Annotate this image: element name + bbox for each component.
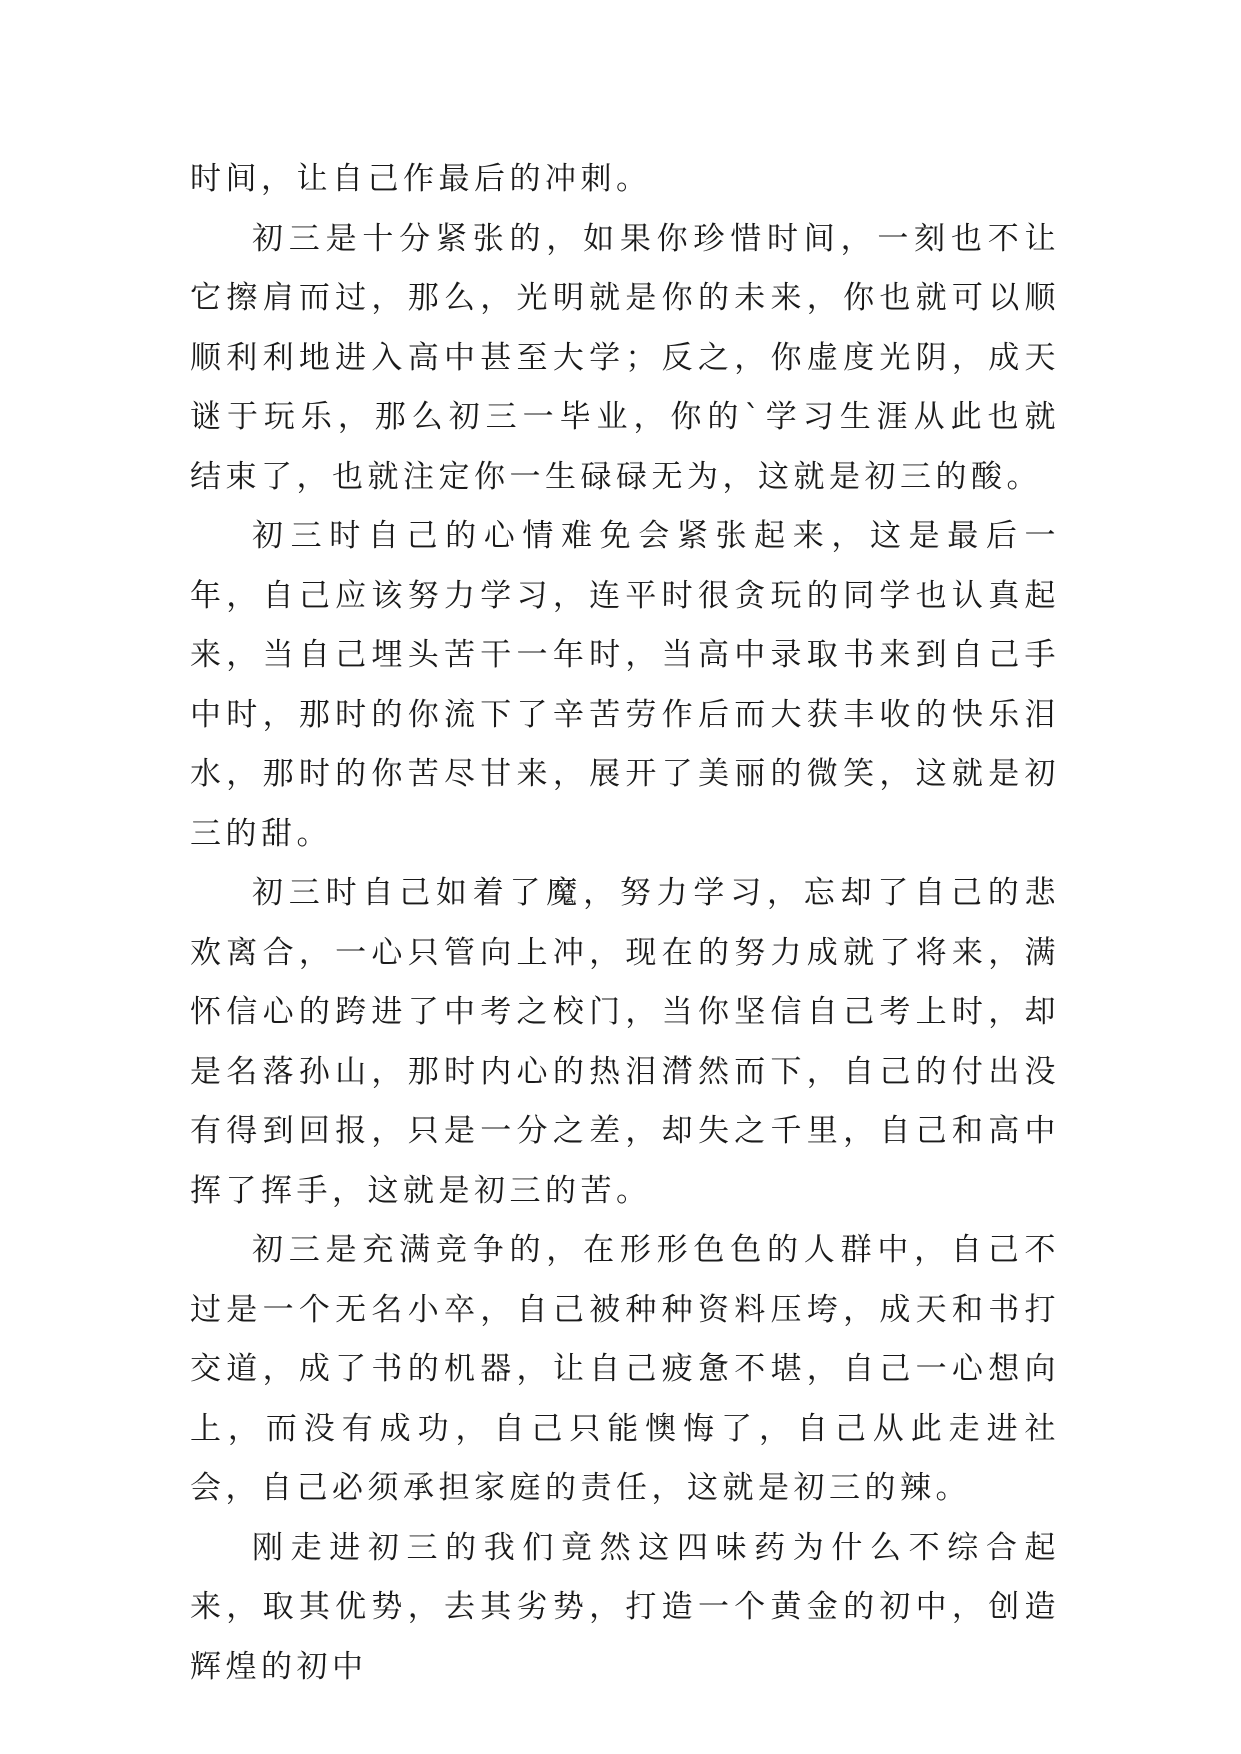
- document-body: [190, 150, 1060, 1697]
- paragraph-2: 初三是十分紧张的，如果你珍惜时间，一刻也不让它擦肩而过，那么，光明就是你的未来，你也就可以顺顺利利地进入高中甚至大学；反之，你虚度光阴，成天谜于玩乐，那么初三一毕业，你的`学习生涯从此也就结束了，也就注定你一生碌碌无为，这就是初三的酸。: [190, 220, 1060, 495]
- paragraph-4: 初三时自己如着了魔，努力学习，忘却了自己的悲欢离合，一心只管向上冲，现在的努力成就了将来，满怀信心的跨进了中考之校门，当你坚信自己考上时，却是名落孙山，那时内心的热泪潸然而下，自己的付出没有得到回报，只是一分之差，却失之千里，自己和高中挥了挥手，这就是初三的苦。: [190, 875, 1060, 1209]
- paragraph-1: 时间，让自己作最后的冲刺。: [190, 161, 652, 197]
- paragraph-5: 初三是充满竞争的，在形形色色的人群中，自己不过是一个无名小卒，自己被种种资料压垮，成天和书打交道，成了书的机器，让自己疲惫不堪，自己一心想向上，而没有成功，自己只能懊悔了，自己从此走进社会，自己必须承担家庭的责任，这就是初三的辣。: [190, 1232, 1060, 1506]
- paragraph-3: 初三时自己的心情难免会紧张起来，这是最后一年，自己应该努力学习，连平时很贪玩的同学也认真起来，当自己埋头苦干一年时，当高中录取书来到自己手中时，那时的你流下了辛苦劳作后而大获丰收的快乐泪水，那时的你苦尽甘来，展开了美丽的微笑，这就是初三的甜。: [190, 518, 1060, 852]
- paragraph-6: 刚走进初三的我们竟然这四味药为什么不综合起来，取其优势，去其劣势，打造一个黄金的初中，创造辉煌的初中: [190, 1529, 1060, 1685]
